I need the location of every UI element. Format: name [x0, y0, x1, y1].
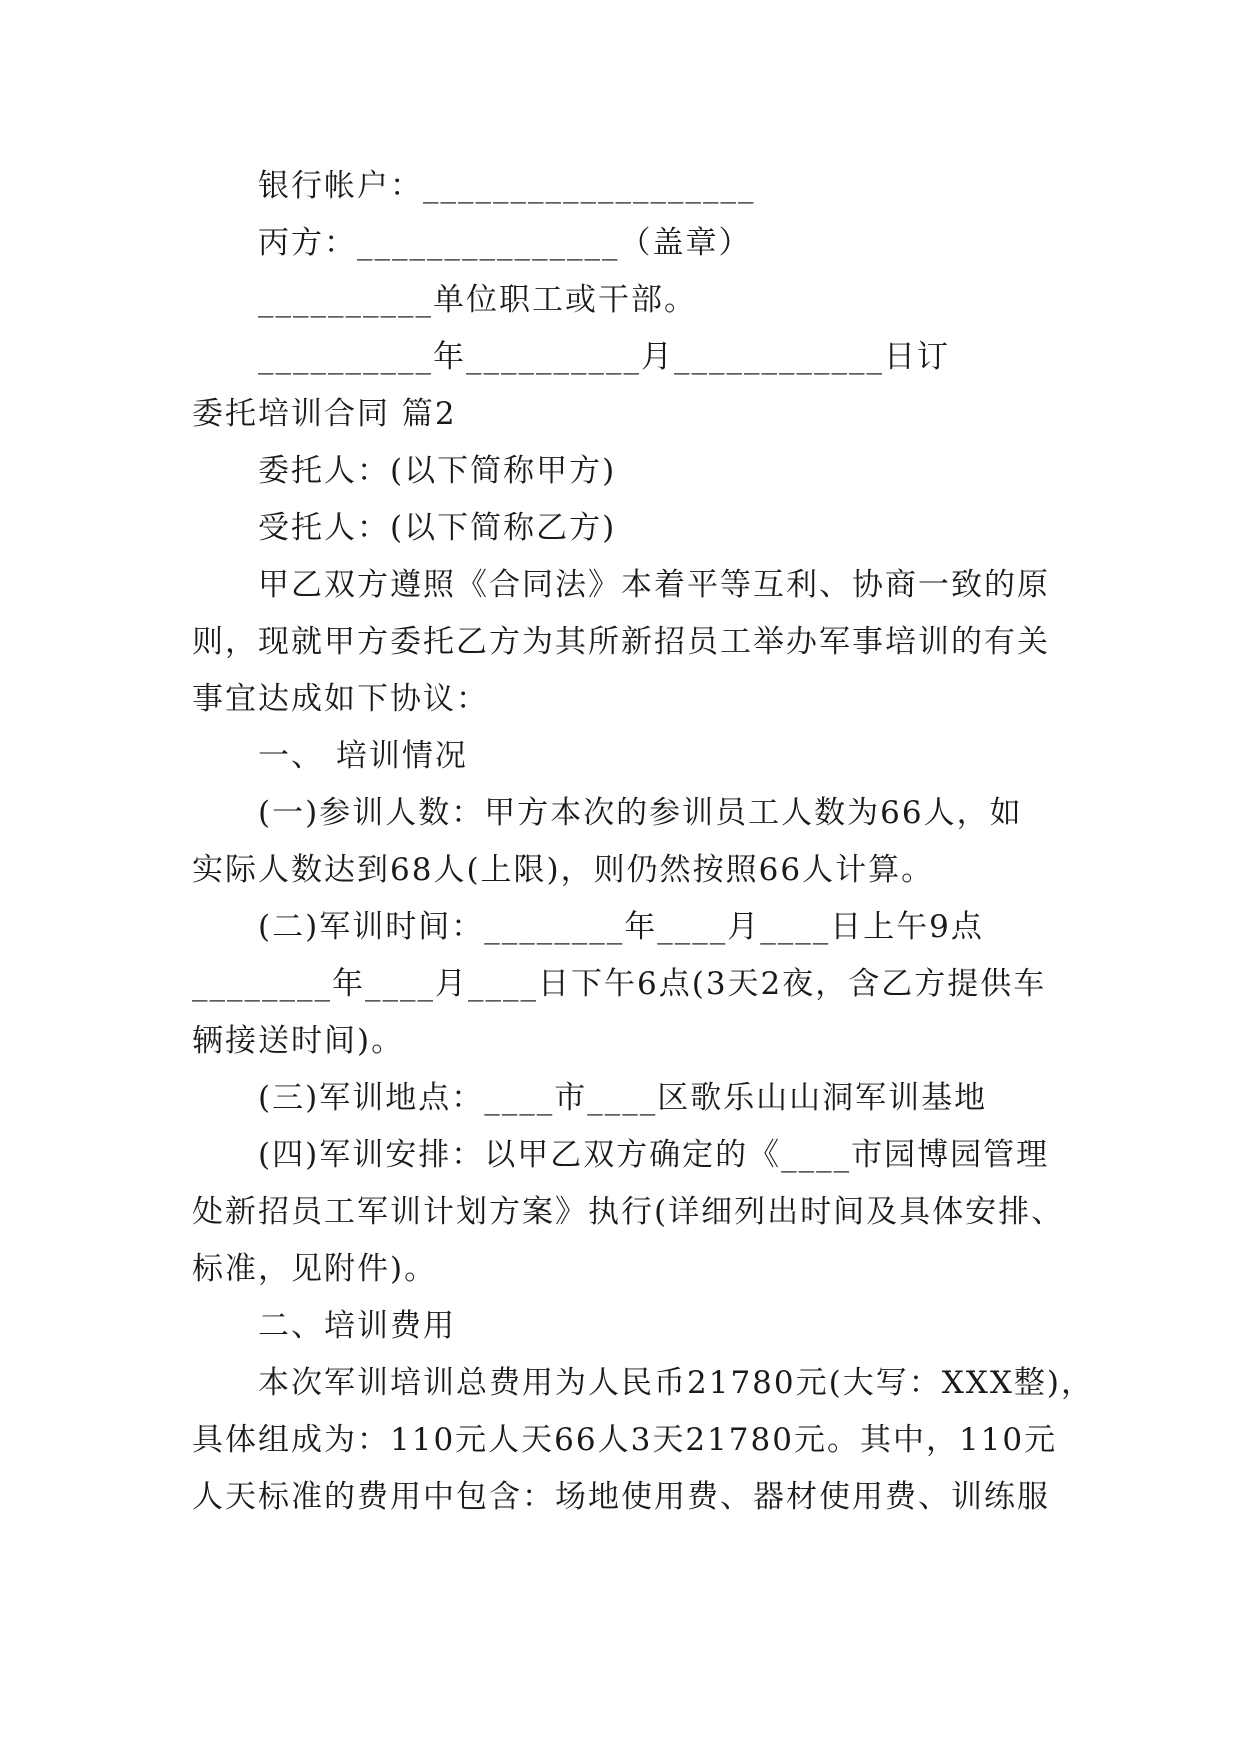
- section-heading: 委托培训合同 篇2: [192, 396, 457, 432]
- client-line: 委托人：(以下简称甲方): [258, 453, 617, 489]
- paragraph-line: 人天标准的费用中包含：场地使用费、器材使用费、训练服: [192, 1479, 1050, 1515]
- paragraph-line: (二)军训时间：________年____月____日上午9点: [258, 909, 984, 945]
- paragraph-line: 处新招员工军训计划方案》执行(详细列出时间及具体安排、: [192, 1194, 1065, 1230]
- paragraph-line: 本次军训培训总费用为人民币21780元(大写：XXX整)，: [258, 1365, 1095, 1401]
- paragraph-line: 事宜达成如下协议：: [192, 681, 489, 717]
- paragraph-line: (一)参训人数：甲方本次的参训员工人数为66人，如: [258, 795, 1023, 831]
- paragraph-line: (三)军训地点：____市____区歌乐山山洞军训基地: [258, 1080, 988, 1116]
- date-signed-line: __________年__________月____________日订: [258, 339, 950, 375]
- subheading-training: 一、 培训情况: [258, 738, 468, 774]
- paragraph-line: 辆接送时间)。: [192, 1023, 405, 1059]
- employee-line: __________单位职工或干部。: [258, 282, 697, 318]
- paragraph-line: 则，现就甲方委托乙方为其所新招员工举办军事培训的有关: [192, 624, 1050, 660]
- paragraph-line: ________年____月____日下午6点(3天2夜，含乙方提供车: [192, 966, 1047, 1002]
- paragraph-line: 实际人数达到68人(上限)，则仍然按照66人计算。: [192, 852, 935, 888]
- paragraph-line: 甲乙双方遵照《合同法》本着平等互利、协商一致的原: [258, 567, 1050, 603]
- paragraph-line: 标准，见附件)。: [192, 1251, 438, 1287]
- paragraph-line: (四)军训安排：以甲乙双方确定的《____市园博园管理: [258, 1137, 1050, 1173]
- subheading-fees: 二、培训费用: [258, 1308, 456, 1344]
- party-c-line: 丙方：_______________（盖章）: [258, 225, 752, 261]
- trustee-line: 受托人：(以下简称乙方): [258, 510, 617, 546]
- paragraph-line: 具体组成为：110元人天66人3天21780元。其中，110元: [192, 1422, 1058, 1458]
- bank-account-line: 银行帐户：___________________: [258, 168, 756, 204]
